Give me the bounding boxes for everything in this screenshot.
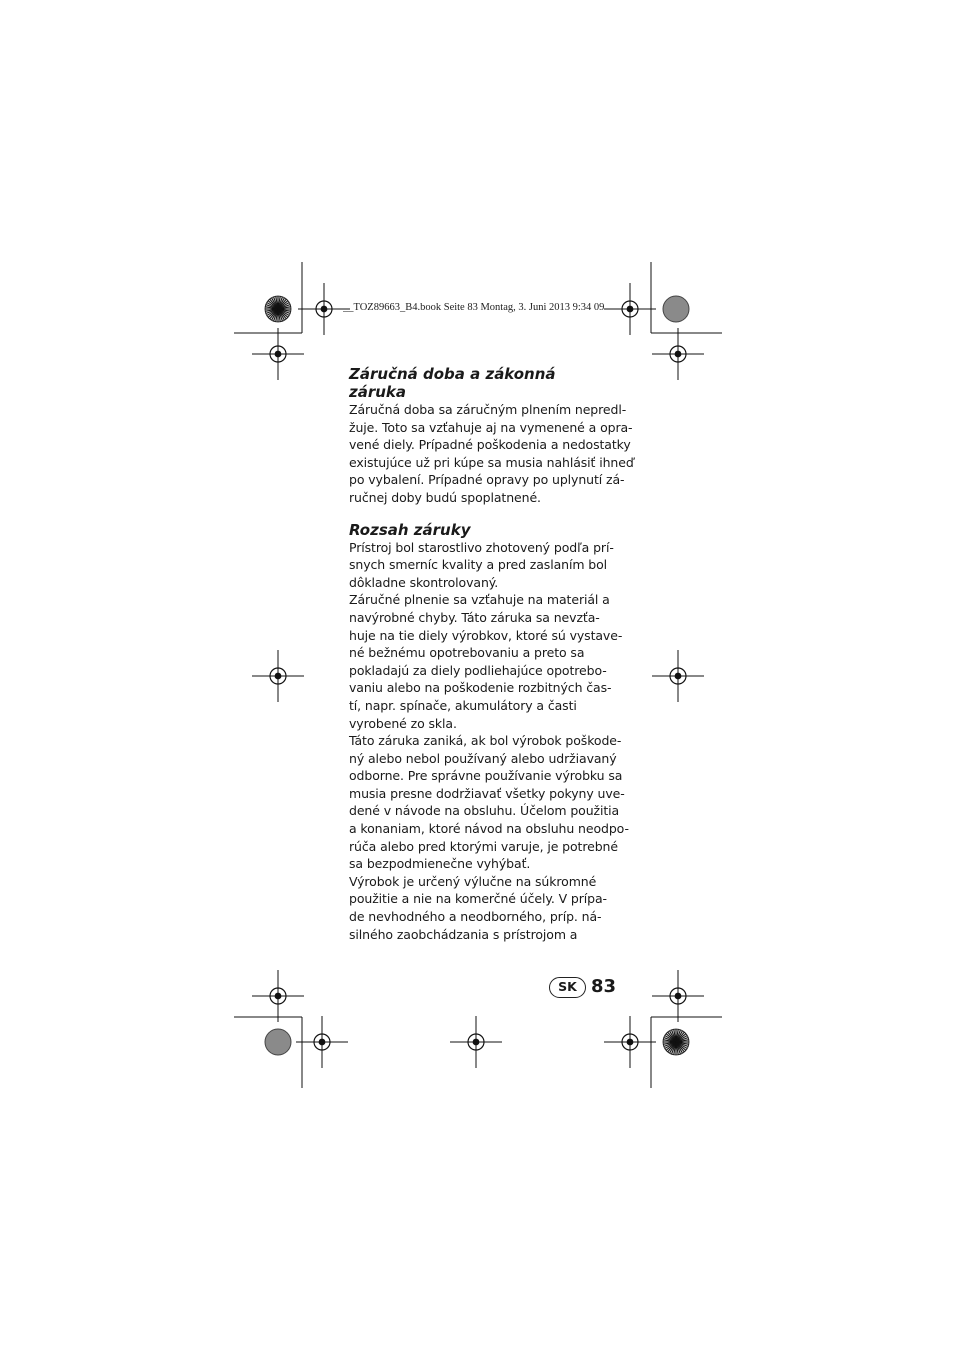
- crosshair-dot: [319, 1039, 326, 1046]
- text-line: vyrobené zo skla.: [349, 715, 457, 731]
- text-line: existujúce už pri kúpe sa musia nahlásiť ihneď: [349, 454, 634, 470]
- gray-patch: [663, 296, 689, 322]
- gray-patch: [265, 1029, 291, 1055]
- section-paragraph-warranty-scope: [349, 539, 629, 944]
- crosshair-dot: [275, 673, 282, 680]
- text-line: snych smerníc kvality a pred zaslaním bol: [349, 557, 608, 573]
- crosshair-dot: [321, 306, 328, 313]
- text-line: žuje. Toto sa vzťahuje aj na vymenené a opra-: [349, 419, 633, 435]
- text-line: a konaniam, ktoré návod na obsluhu neodpo-: [349, 821, 629, 837]
- text-line: vaniu alebo na poškodenie rozbitných čas-: [349, 680, 612, 696]
- section-title-warranty-scope: [349, 521, 617, 539]
- title-line: Záručná doba a zákonná: [349, 365, 556, 383]
- crosshair-dot: [275, 351, 282, 358]
- text-line: de nevhodného a neodborného, príp. ná-: [349, 909, 602, 925]
- crosshair-dot: [675, 993, 682, 1000]
- text-line: Táto záruka zaniká, ak bol výrobok poškode-: [349, 733, 622, 749]
- text-line: vené diely. Prípadné poškodenia a nedostatky: [349, 437, 631, 453]
- text-line: ný alebo nebol používaný alebo udržiavaný: [349, 750, 617, 766]
- text-line: huje na tie diely výrobkov, ktoré sú vystave-: [349, 627, 623, 643]
- text-line: musia presne dodržiavať všetky pokyny uve-: [349, 785, 625, 801]
- text-line: navýrobné chyby. Táto záruka sa nevzťa-: [349, 609, 600, 625]
- title-line: záruka: [349, 383, 407, 401]
- text-line: rúča alebo pred ktorými varuje, je potrebné: [349, 838, 618, 854]
- text-line: dené v návode na obsluhu. Účelom použitia: [349, 803, 620, 819]
- crosshair-dot: [473, 1039, 480, 1046]
- section-title-warranty-period: [349, 365, 617, 401]
- text-line: po vybalení. Prípadné opravy po uplynutí zá-: [349, 472, 625, 488]
- title-line: Rozsah záruky: [349, 520, 471, 539]
- text-line: né bežnému opotrebovaniu a preto sa: [349, 645, 585, 661]
- text-line: použitie a nie na komerčné účely. V prípa-: [349, 891, 607, 907]
- language-badge: SK: [549, 977, 586, 998]
- document-body: [349, 365, 634, 943]
- text-line: Záručná doba sa záručným plnením nepredl-: [349, 402, 627, 417]
- text-line: odborne. Pre správne používanie výrobku sa: [349, 768, 623, 784]
- text-line: Záručné plnenie sa vzťahuje na materiál a: [349, 592, 610, 608]
- text-line: silného zaobchádzania s prístrojom a: [349, 926, 578, 942]
- text-line: Výrobok je určený výlučne na súkromné: [349, 873, 597, 889]
- page-number: 83: [591, 976, 617, 997]
- crosshair-dot: [675, 673, 682, 680]
- crosshair-dot: [275, 993, 282, 1000]
- crosshair-dot: [627, 1039, 634, 1046]
- text-line: tí, napr. spínače, akumulátory a časti: [349, 697, 577, 713]
- text-line: ručnej doby budú spoplatnené.: [349, 489, 541, 505]
- crosshair-dot: [675, 351, 682, 358]
- print-header-info: __TOZ89663_B4.book Seite 83 Montag, 3. Juni 2013 9:34 09: [343, 302, 605, 313]
- text-line: pokladajú za diely podliehajúce opotrebo-: [349, 662, 607, 678]
- text-line: Prístroj bol starostlivo zhotovený podľa prí-: [349, 539, 614, 555]
- text-line: sa bezpodmienečne vyhýbať.: [349, 856, 531, 872]
- section-paragraph-warranty-period: [349, 401, 634, 507]
- text-line: dôkladne skontrolovaný.: [349, 574, 499, 590]
